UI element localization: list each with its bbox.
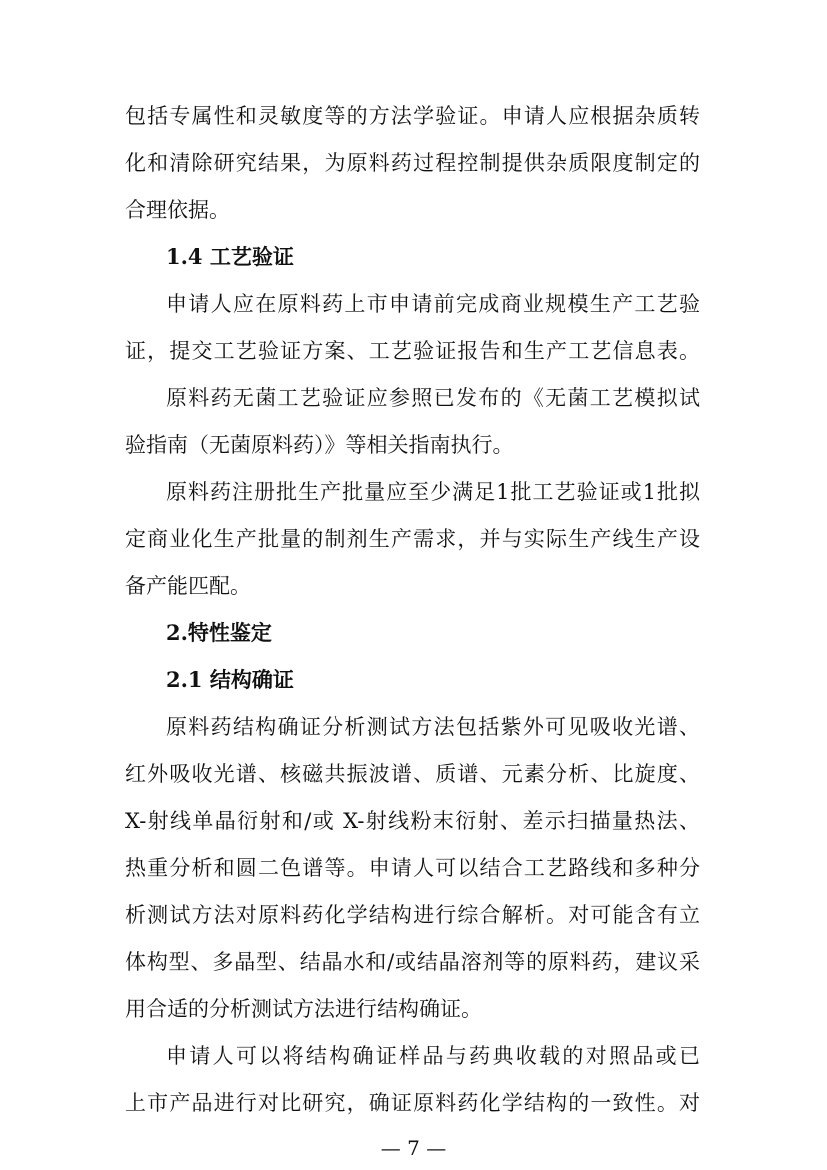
section-heading-2-1: 2.1 结构确证 [166,667,294,692]
body-text-line: 包括专属性和灵敏度等的方法学验证。申请人应根据杂质转 [125,104,700,128]
section-heading-1-4: 1.4 工艺验证 [166,244,294,269]
body-text-line: 用合适的分析测试方法进行结构确证。 [125,997,482,1021]
body-text-line: 原料药无菌工艺验证应参照已发布的《无菌工艺模拟试 [166,386,700,410]
body-text-line: 定商业化生产批量的制剂生产需求，并与实际生产线生产设 [125,527,700,551]
section-heading-2: 2.特性鉴定 [166,620,272,645]
body-text-line: 原料药注册批生产批量应至少满足1批工艺验证或1批拟 [166,480,700,504]
body-text-line: 热重分析和圆二色谱等。申请人可以结合工艺路线和多种分 [125,856,700,880]
body-text-line: 备产能匹配。 [125,574,251,598]
body-text-line: 原料药结构确证分析测试方法包括紫外可见吸收光谱、 [166,715,700,739]
body-text-line: 合理依据。 [125,198,230,222]
body-text-line: 证，提交工艺验证方案、工艺验证报告和生产工艺信息表。 [125,339,700,363]
page-number: — 7 — [380,1136,447,1160]
body-text-line: 申请人可以将结构确证样品与药典收载的对照品或已 [166,1044,700,1068]
body-text-line: 析测试方法对原料药化学结构进行综合解析。对可能含有立 [125,903,700,927]
body-text-line: 上市产品进行对比研究，确证原料药化学结构的一致性。对 [125,1091,700,1115]
body-text-line: 申请人应在原料药上市申请前完成商业规模生产工艺验 [166,292,700,316]
body-text-line: 红外吸收光谱、核磁共振波谱、质谱、元素分析、比旋度、 [125,762,700,786]
body-text-line: 验指南（无菌原料药）》等相关指南执行。 [125,433,514,457]
body-text-line: X-射线单晶衍射和/或 X-射线粉末衍射、差示扫描量热法、 [125,809,700,833]
body-text-line: 体构型、多晶型、结晶水和/或结晶溶剂等的原料药，建议采 [125,950,700,974]
body-text-line: 化和清除研究结果，为原料药过程控制提供杂质限度制定的 [125,151,700,175]
